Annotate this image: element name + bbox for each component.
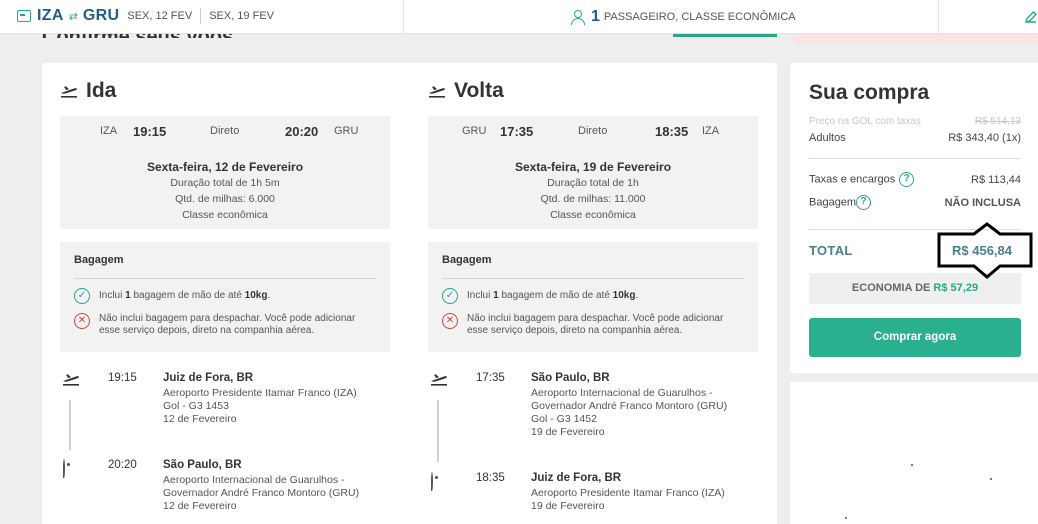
- x-circle-icon: ✕: [442, 313, 458, 329]
- baggage-box: [428, 242, 758, 352]
- segment-airport: Aeroporto Presidente Itamar Franco (IZA): [531, 487, 725, 499]
- segment-time: 17:35: [476, 372, 505, 384]
- takeoff-icon: [60, 84, 78, 98]
- gol-price-row: [809, 116, 1021, 127]
- baggage-excluded: [74, 313, 375, 337]
- tab-underline: [673, 34, 777, 37]
- taxes-row: [809, 172, 1021, 187]
- outbound-title: Ida: [86, 79, 117, 102]
- check-circle-icon: ✓: [74, 288, 90, 304]
- divider: [809, 158, 1021, 159]
- gol-price-label: Preço na GOL com taxas: [809, 116, 921, 127]
- taxes-label: Taxas e encargos: [809, 173, 896, 186]
- arrival-time: 18:35: [655, 124, 689, 139]
- arrival-time: 20:20: [285, 124, 319, 139]
- baggage-title: Bagagem: [442, 254, 492, 266]
- divider: [442, 278, 744, 279]
- segment-flight: Gol - G3 1453: [163, 400, 229, 412]
- takeoff-icon: [430, 372, 448, 388]
- flight-day: Sexta-feira, 12 de Fevereiro: [146, 160, 304, 174]
- adults-label: Adultos: [809, 132, 846, 144]
- flight-day: Sexta-feira, 19 de Fevereiro: [514, 160, 672, 174]
- to-code: IZA: [702, 125, 720, 137]
- baggage-title: Bagagem: [74, 254, 124, 266]
- adults-value: R$ 343,40 (1x): [948, 132, 1021, 144]
- baggage-excluded: [442, 313, 743, 337]
- flight-type: Direto: [578, 125, 608, 137]
- swap-arrows-icon: ⇄: [68, 10, 78, 23]
- baggage-row: [809, 195, 1021, 210]
- divider: [200, 8, 201, 24]
- date-out: SEX, 12 FEV: [127, 10, 193, 22]
- duration: Duração total de 1h: [547, 177, 639, 189]
- segment-date: 12 de Fevereiro: [163, 500, 237, 512]
- segment-date: 19 de Fevereiro: [531, 500, 605, 512]
- baggage-box: [60, 242, 390, 352]
- route-line: [69, 400, 71, 450]
- divider: [938, 0, 939, 34]
- location-pin-icon: [431, 473, 449, 489]
- economy-label: ECONOMIA DE: [851, 282, 934, 294]
- hexagon-annotation: [936, 222, 1034, 280]
- segment-time: 20:20: [108, 459, 137, 471]
- divider: [74, 278, 376, 279]
- from-code: IZA: [100, 125, 118, 137]
- baggage-value: NÃO INCLUSA: [944, 196, 1021, 209]
- miles: Qtd. de milhas: 11.000: [540, 193, 646, 205]
- edit-icon[interactable]: [1024, 10, 1038, 24]
- total-value: R$ 456,84: [952, 243, 1012, 258]
- economy-value: R$ 57,29: [933, 282, 979, 294]
- gol-price-value: R$ 514,13: [974, 116, 1021, 127]
- segment-date: 12 de Fevereiro: [163, 413, 237, 425]
- segment-time: 19:15: [108, 372, 137, 384]
- dot: [990, 478, 992, 480]
- x-circle-icon: ✕: [74, 313, 90, 329]
- alert-banner: [792, 34, 1038, 44]
- baggage-included: ✓ Inclui 1 bagagem de mão de até 10kg.: [442, 288, 743, 304]
- cabin-class: Classe econômica: [182, 209, 268, 221]
- passenger-summary[interactable]: [571, 8, 796, 26]
- segment-airport: Aeroporto Internacional de Guarulhos - Governador André Franco Montoro (GRU): [163, 474, 360, 499]
- route-line: [437, 400, 439, 462]
- top-bar: [0, 0, 1038, 34]
- route-summary[interactable]: [17, 7, 274, 25]
- passenger-text: PASSAGEIRO, CLASSE ECONÔMICA: [603, 11, 796, 23]
- purchase-panel: [790, 63, 1038, 373]
- cabin-class: Classe econômica: [550, 209, 636, 221]
- outbound-heading: [60, 79, 116, 103]
- return-summary: [428, 116, 758, 229]
- origin-code: IZA: [37, 7, 64, 24]
- segment-city: São Paulo, BR: [163, 459, 242, 471]
- flights-card: [42, 63, 777, 524]
- ticket-icon: [17, 10, 31, 22]
- flight-type: Direto: [210, 125, 240, 137]
- destination-code: GRU: [82, 7, 120, 24]
- segment-flight: Gol - G3 1452: [531, 413, 597, 425]
- segment-date: 19 de Fevereiro: [531, 426, 605, 438]
- takeoff-icon: [62, 372, 80, 388]
- taxes-value: R$ 113,44: [971, 173, 1021, 186]
- adults-row: [809, 132, 1021, 144]
- return-title: Volta: [454, 79, 504, 102]
- to-code: GRU: [334, 125, 359, 137]
- purchase-title: Sua compra: [809, 81, 930, 104]
- location-pin-icon: [63, 460, 81, 476]
- segment-time: 18:35: [476, 472, 505, 484]
- segment-city: Juiz de Fora, BR: [531, 472, 622, 484]
- passenger-count: 1: [591, 8, 600, 25]
- user-icon: [571, 10, 585, 25]
- segment-airport: Aeroporto Presidente Itamar Franco (IZA): [163, 387, 357, 399]
- departure-time: 17:35: [500, 124, 534, 139]
- duration: Duração total de 1h 5m: [170, 177, 280, 189]
- dot: [911, 464, 913, 466]
- check-circle-icon: ✓: [442, 288, 458, 304]
- baggage-included: ✓ Inclui 1 bagagem de mão de até 10kg.: [74, 288, 375, 304]
- from-code: GRU: [462, 125, 487, 137]
- baggage-excluded-text: Não inclui bagagem para despachar. Você pode adicionar esse serviço depois, direto na companhia aérea.: [467, 313, 724, 336]
- help-icon[interactable]: ?: [856, 195, 871, 210]
- takeoff-icon: [428, 84, 446, 98]
- departure-time: 19:15: [133, 124, 167, 139]
- dot: [845, 517, 847, 519]
- total-label: TOTAL: [809, 243, 853, 258]
- segment-city: São Paulo, BR: [531, 372, 610, 384]
- segment-city: Juiz de Fora, BR: [163, 372, 254, 384]
- baggage-excluded-text: Não inclui bagagem para despachar. Você pode adicionar esse serviço depois, direto na companhia aérea.: [99, 313, 356, 336]
- buy-now-button[interactable]: Comprar agora: [809, 318, 1021, 357]
- baggage-label: Bagagem: [809, 196, 857, 209]
- miles: Qtd. de milhas: 6.000: [175, 193, 275, 205]
- divider: [403, 0, 404, 34]
- date-back: SEX, 19 FEV: [209, 10, 274, 22]
- outbound-summary: [60, 116, 390, 229]
- segment-airport: Aeroporto Internacional de Guarulhos - Governador André Franco Montoro (GRU): [531, 387, 728, 412]
- secondary-panel: [790, 382, 1038, 524]
- help-icon[interactable]: ?: [899, 172, 914, 187]
- return-heading: [428, 79, 504, 103]
